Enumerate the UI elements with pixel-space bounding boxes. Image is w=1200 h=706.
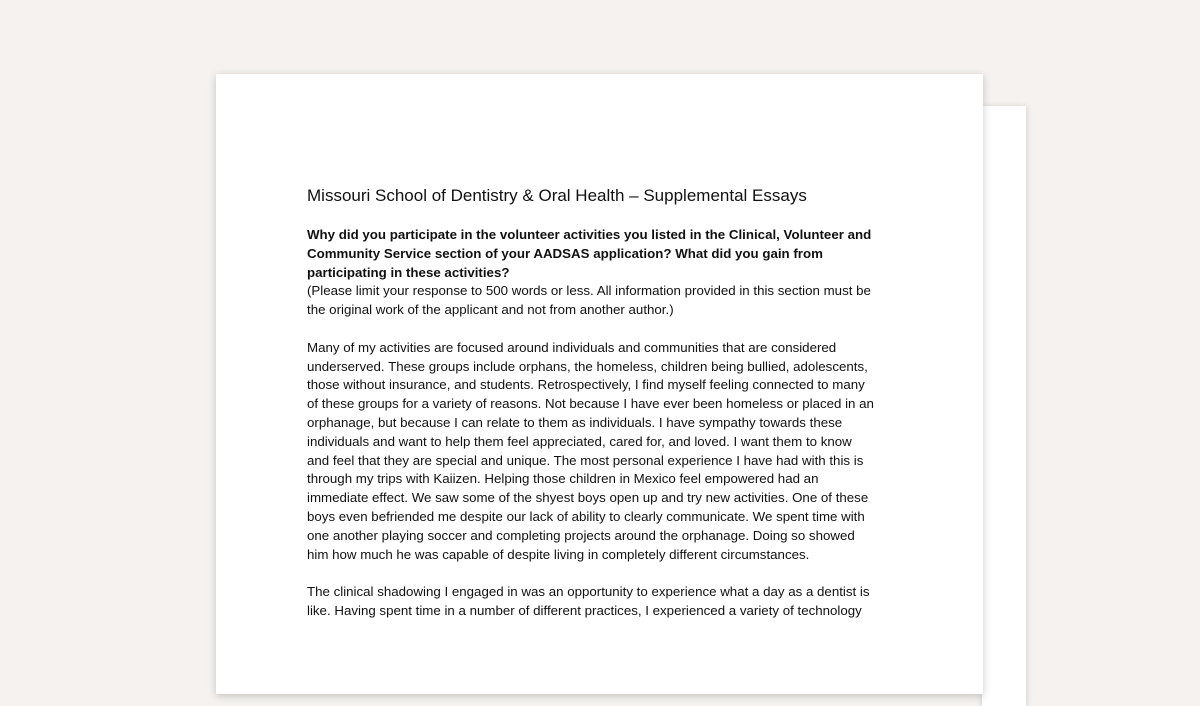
paragraph-gap — [307, 320, 907, 339]
paragraph-line: through my trips with Kaiizen. Helping those children in Mexico feel empowered had an — [307, 471, 819, 487]
paragraph-line: Many of my activities are focused around individuals and communities that are considered — [307, 339, 837, 355]
paragraph-line: The clinical shadowing I engaged in was an opportunity to experience what a day as a dentist is — [307, 584, 870, 600]
essay-paragraph-1 — [307, 339, 907, 565]
essay-paragraph-2 — [307, 583, 907, 621]
paragraph-line: one another playing soccer and completing projects around the orphanage. Doing so showed — [307, 527, 855, 543]
paragraph-line: like. Having spent time in a number of different practices, I experienced a variety of technology — [307, 602, 862, 618]
question-line: participating in these activities? — [307, 264, 510, 280]
essay-instructions — [307, 282, 907, 320]
paragraph-gap — [307, 564, 907, 583]
document-title: Missouri School of Dentistry & Oral Health – Supplemental Essays — [307, 186, 807, 205]
paragraph-line: immediate effect. We saw some of the shyest boys open up and try new activities. One of these — [307, 490, 869, 506]
paragraph-line: him how much he was capable of despite living in completely different circumstances. — [307, 546, 810, 562]
back-page-sheet — [982, 106, 1026, 706]
instruction-line: (Please limit your response to 500 words or less. All information provided in this section must be — [307, 283, 871, 299]
instruction-line: the original work of the applicant and not from another author.) — [307, 302, 674, 318]
paragraph-line: boys even befriended me despite our lack of ability to clearly communicate. We spent time with — [307, 508, 865, 524]
paragraph-line: underserved. These groups include orphans, the homeless, children being bullied, adolescents, — [307, 358, 868, 374]
paragraph-line: of these groups for a variety of reasons. Not because I have ever been homeless or placed in an — [307, 396, 874, 412]
document-content — [307, 184, 907, 621]
essay-question — [307, 226, 907, 282]
question-line: Why did you participate in the volunteer activities you listed in the Clinical, Volunteer and — [307, 227, 872, 242]
paragraph-line: those without insurance, and students. Retrospectively, I find myself feeling connected to many — [307, 377, 865, 393]
document-page — [216, 74, 983, 694]
question-line: Community Service section of your AADSAS application? What did you gain from — [307, 245, 823, 261]
paragraph-line: individuals and want to help them feel appreciated, cared for, and loved. I want them to know — [307, 433, 852, 449]
paragraph-line: orphanage, but because I can relate to them as individuals. I have sympathy towards these — [307, 414, 843, 430]
paragraph-line: and feel that they are special and unique. The most personal experience I have had with this is — [307, 452, 864, 468]
